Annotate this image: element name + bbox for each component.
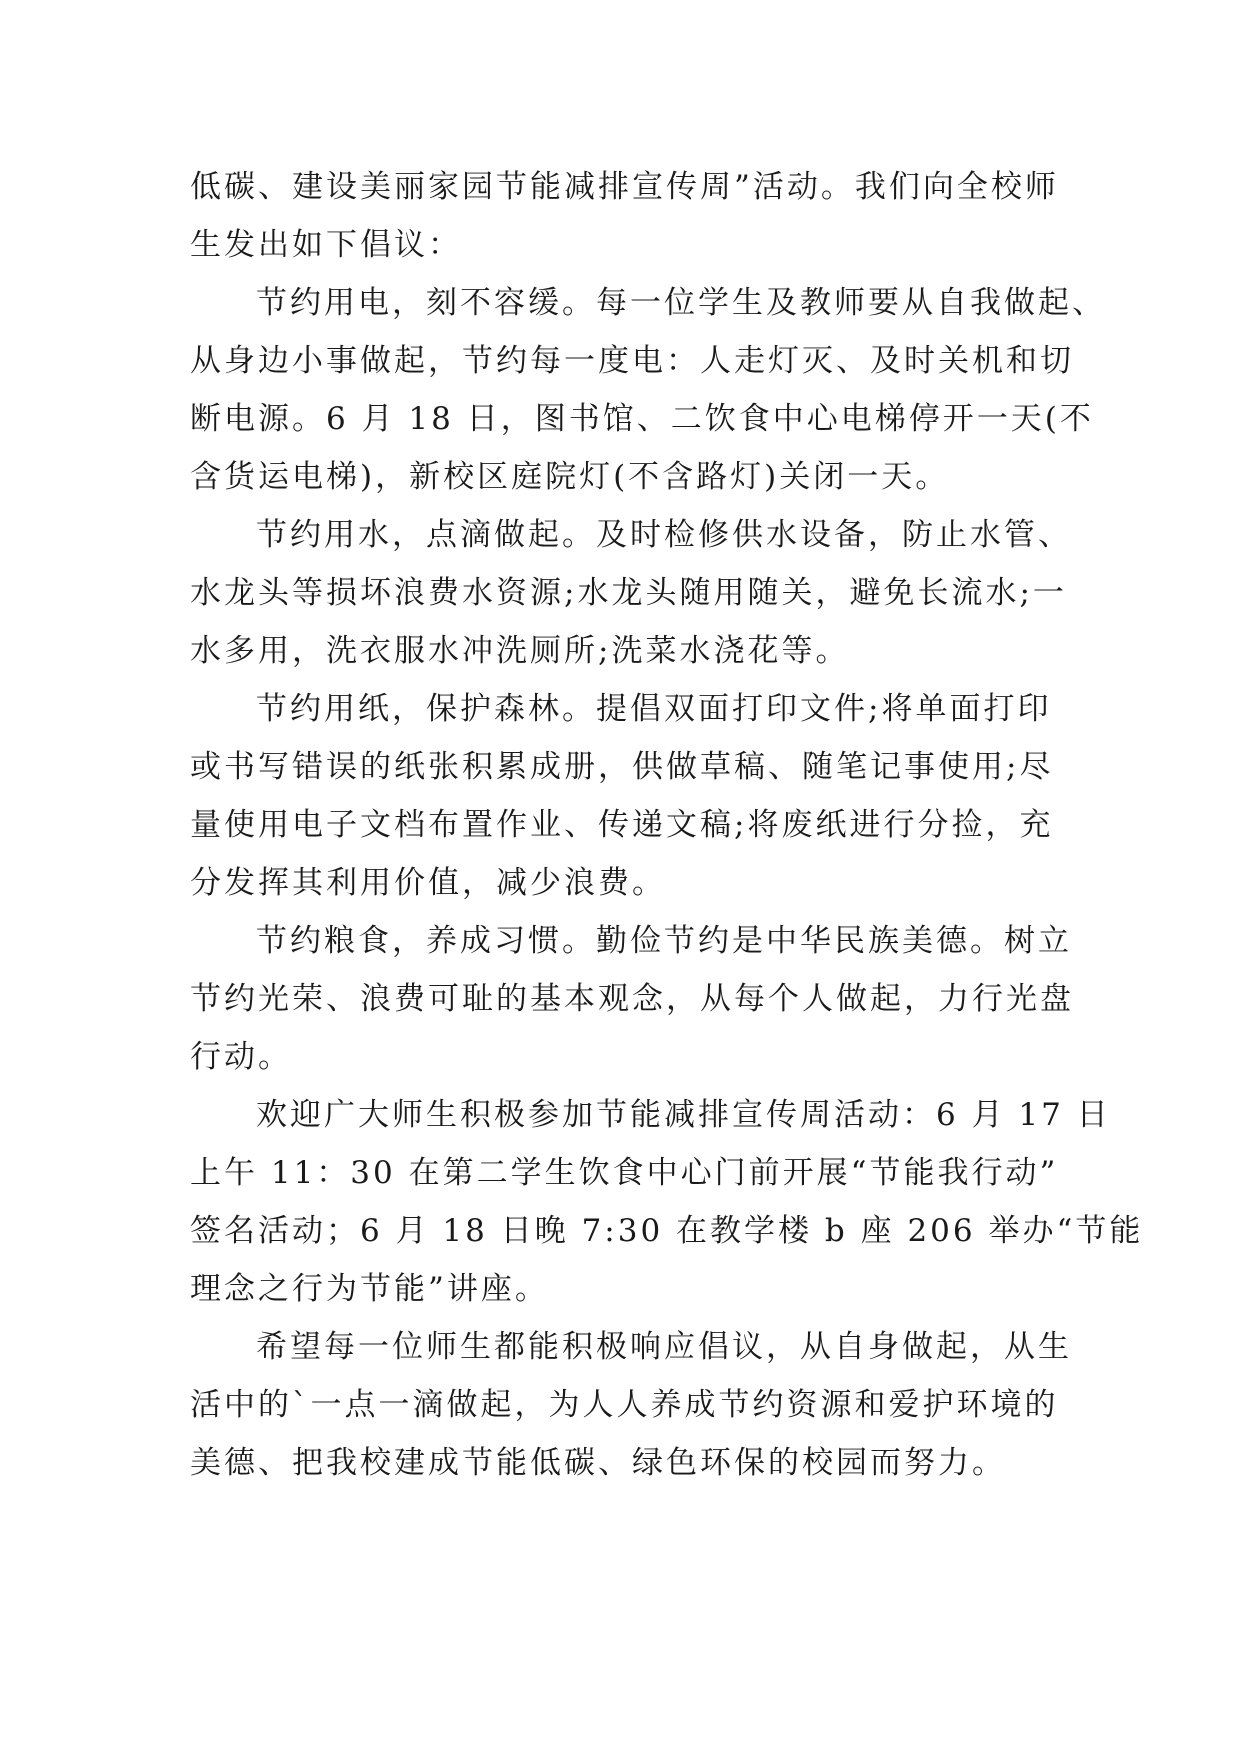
text-line: 签名活动；6 月 18 日晚 7:30 在教学楼 b 座 206 举办“节能 [190,1213,1144,1249]
paragraph-start-line: 节约用电，刻不容缓。每一位学生及教师要从自我做起、 [256,285,1106,321]
text-line: 量使用电子文档布置作业、传递文稿;将废纸进行分捡，充 [190,807,1054,843]
text-line: 上午 11：30 在第二学生饮食中心门前开展“节能我行动” [190,1155,1059,1191]
document-body [190,158,1144,1492]
paragraph-start-line: 希望每一位师生都能积极响应倡议，从自身做起，从生 [256,1329,1072,1365]
text-line: 生发出如下倡议： [190,227,462,263]
text-line: 行动。 [190,1039,292,1075]
text-line: 节约光荣、浪费可耻的基本观念，从每个人做起，力行光盘 [190,981,1074,1017]
paragraph-start-line: 节约用纸，保护森林。提倡双面打印文件;将单面打印 [256,691,1052,727]
text-line: 或书写错误的纸张积累成册，供做草稿、随笔记事使用;尽 [190,749,1054,785]
text-line: 断电源。6 月 18 日，图书馆、二饮食中心电梯停开一天(不 [190,401,1094,437]
text-line: 活中的`一点一滴做起，为人人养成节约资源和爱护环境的 [190,1387,1059,1423]
paragraph-start-line: 欢迎广大师生积极参加节能减排宣传周活动：6 月 17 日 [256,1097,1111,1133]
text-line: 美德、把我校建成节能低碳、绿色环保的校园而努力。 [190,1445,1006,1481]
text-line: 理念之行为节能”讲座。 [190,1271,549,1307]
paragraph-start-line: 节约用水，点滴做起。及时检修供水设备，防止水管、 [256,517,1072,553]
text-line: 水多用，洗衣服水冲洗厕所;洗菜水浇花等。 [190,633,850,669]
paragraph-start-line: 节约粮食，养成习惯。勤俭节约是中华民族美德。树立 [256,923,1072,959]
text-line: 含货运电梯)，新校区庭院灯(不含路灯)关闭一天。 [190,459,950,495]
text-line: 水龙头等损坏浪费水资源;水龙头随用随关，避免长流水;一 [190,575,1067,611]
text-line: 从身边小事做起，节约每一度电：人走灯灭、及时关机和切 [190,343,1074,379]
text-line: 低碳、建设美丽家园节能减排宣传周”活动。我们向全校师 [190,169,1059,205]
text-line: 分发挥其利用价值，减少浪费。 [190,865,666,901]
